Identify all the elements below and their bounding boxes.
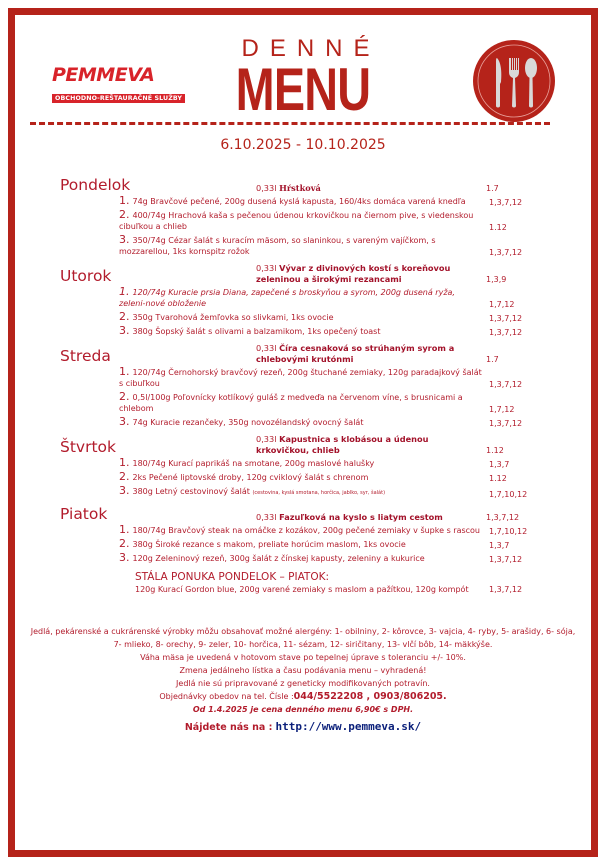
item-number: 3. bbox=[119, 415, 130, 428]
soup-volume: 0,33l bbox=[256, 263, 277, 273]
item-allergens: 1,3,7,12 bbox=[489, 314, 523, 323]
item-allergens: 1,3,7,12 bbox=[489, 380, 523, 389]
day-block-pondelok bbox=[60, 176, 540, 258]
item-number: 1. bbox=[119, 365, 130, 378]
footer bbox=[30, 625, 576, 735]
weight-note: Váha mäsa je uvedená v hotovom stave po tepelnej úprave s toleranciu +/- 10%. bbox=[140, 653, 466, 662]
soup-volume: 0,33l bbox=[256, 343, 277, 353]
menu-item bbox=[119, 470, 483, 484]
item-number: 1. bbox=[119, 194, 130, 207]
item-number: 2. bbox=[119, 310, 130, 323]
item-allergens: 1,3,7 bbox=[489, 541, 510, 550]
allergens-soup-stvrtok: 1.12 bbox=[486, 446, 504, 455]
menu-item bbox=[119, 324, 483, 338]
day-block-streda bbox=[60, 343, 540, 429]
item-text: 180/74g Kurací paprikáš na smotane, 200g maslové halušky bbox=[132, 459, 375, 468]
item-number: 2. bbox=[119, 537, 130, 550]
menu-item bbox=[119, 365, 483, 390]
title-denne: DENNÉ bbox=[241, 35, 381, 62]
item-text: 180/74g Bravčový steak na omáčke z kozákov, 200g pečené zemiaky v šupke s rascou bbox=[132, 526, 481, 535]
item-allergens: 1,7,12 bbox=[489, 405, 515, 414]
gmo-note: Jedlá nie sú pripravované z geneticky modifikovaných potravín. bbox=[176, 679, 430, 688]
order-note bbox=[30, 690, 576, 703]
standing-offer-heading: STÁLA PONUKA PONDELOK – PIATOK: bbox=[135, 571, 330, 583]
menu-item bbox=[119, 310, 483, 324]
item-allergens: 1,7,12 bbox=[489, 300, 515, 309]
find-prefix: Nájdete nás na : bbox=[184, 722, 273, 733]
soup-stvrtok bbox=[256, 434, 480, 456]
soup-name: Číra cesnaková so strúhaným syrom a chlebovými krutónmi bbox=[256, 343, 455, 364]
item-allergens: 1,3,7 bbox=[489, 460, 510, 469]
item-number: 2. bbox=[119, 390, 130, 403]
item-text: 400/74g Hrachová kaša s pečenou údenou krkovičkou na čiernom pive, s viedenskou cibuľkou a chlieb bbox=[119, 211, 474, 231]
menu-item bbox=[119, 415, 483, 429]
item-number: 1. bbox=[119, 456, 130, 469]
day-pondelok: Pondelok bbox=[60, 176, 131, 194]
day-stvrtok: Štvrtok bbox=[60, 438, 116, 456]
item-number: 2. bbox=[119, 470, 130, 483]
soup-name: Fazuľková na kyslo s liatym cestom bbox=[279, 512, 443, 522]
day-streda: Streda bbox=[60, 347, 111, 365]
logo-subtitle: OBCHODNO-REŠTAURAČNÉ SLUŽBY bbox=[52, 94, 185, 103]
weekly-menu bbox=[60, 176, 540, 570]
menu-item bbox=[119, 194, 483, 208]
menu-item bbox=[119, 551, 483, 565]
standing-offer-text: 120g Kurací Gordon blue, 200g varené zemiaky s maslom a pažítkou, 120g kompót bbox=[135, 585, 469, 594]
menu-item bbox=[119, 523, 483, 537]
item-allergens: 1,3,7,12 bbox=[489, 555, 523, 564]
item-allergens: 1.12 bbox=[489, 474, 507, 483]
item-number: 1. bbox=[119, 523, 130, 536]
item-text: 2ks Pečené liptovské droby, 120g cviklový šalát s chrenom bbox=[132, 473, 369, 482]
menu-item bbox=[119, 456, 483, 470]
day-utorok: Utorok bbox=[60, 267, 112, 285]
item-allergens: 1,3,7,12 bbox=[489, 419, 523, 428]
allergens-soup-pondelok: 1.7 bbox=[486, 184, 499, 193]
title-menu: MENU bbox=[235, 56, 371, 123]
order-prefix: Objednávky obedov na tel. Čísle : bbox=[159, 692, 294, 701]
day-block-piatok bbox=[60, 505, 540, 565]
soup-streda bbox=[256, 343, 480, 365]
item-text: 120/74g Černohorský bravčový rezeň, 200g štuchané zemiaky, 120g paradajkový šalát s cibuľkou bbox=[119, 368, 482, 388]
allergens-soup-streda: 1.7 bbox=[486, 355, 499, 364]
item-text: 0,5l/100g Poľovnícky kotlíkový guláš z medveďa na červenom víne, s brusnicami a chlebom bbox=[119, 393, 463, 413]
item-text: 350/74g Cézar šalát s kuracím mäsom, so slaninkou, s vareným vajíčkom, s mozzarellou, 1ks kornspitz rožok bbox=[119, 236, 436, 256]
item-number: 3. bbox=[119, 484, 130, 497]
day-block-stvrtok bbox=[60, 434, 540, 500]
soup-volume: 0,33l bbox=[256, 434, 277, 444]
item-number: 3. bbox=[119, 324, 130, 337]
soup-utorok bbox=[256, 263, 480, 285]
menu-item bbox=[119, 285, 483, 310]
soup-volume: 0,33l bbox=[256, 512, 277, 522]
item-text: 380g Letný cestovinový šalát bbox=[132, 487, 250, 496]
item-number: 3. bbox=[119, 233, 130, 246]
item-allergens: 1,3,7,12 bbox=[489, 248, 523, 257]
item-note: (cestovina, kyslá smotana, horčica, jablko, syr, šalát) bbox=[252, 490, 386, 496]
order-phones: 044/5522208 , 0903/806205. bbox=[293, 691, 447, 702]
day-block-utorok bbox=[60, 263, 540, 338]
item-number: 3. bbox=[119, 551, 130, 564]
item-text: 74g Kuracie rezančeky, 350g novozélandský ovocný šalát bbox=[132, 418, 364, 427]
item-text: 120/74g Kuracie prsia Diana, zapečené s broskyňou a syrom, 200g dusená ryža, zeleni-nové obloženie bbox=[119, 288, 455, 308]
allergens-note: Jedlá, pekárenské a cukrárenské výrobky môžu obsahovať možné alergény: 1- obilniny, 2- kôrovce, 3- vajcia, 4- ryby, 5- arašidy, 6- sója, 7- mlieko, 8- orechy, 9- zeler, 10- horčica, 11- sézam, 12- siričitany, 13- vlčí bôb, 14- mäkkýše. bbox=[30, 627, 576, 649]
item-text: 120g Zeleninový rezeň, 300g šalát z čínskej kapusty, zeleniny a kukurice bbox=[132, 554, 425, 563]
item-text: 74g Bravčové pečené, 200g dusená kyslá kapusta, 160/4ks domáca varená knedľa bbox=[132, 197, 466, 206]
menu-item bbox=[119, 208, 483, 233]
website-link[interactable]: http://www.pemmeva.sk/ bbox=[275, 720, 422, 733]
soup-pondelok bbox=[256, 183, 480, 194]
allergens-soup-piatok: 1,3,7,12 bbox=[486, 513, 520, 522]
soup-name: Kapustnica s klobásou a údenou krkovičkou, chlieb bbox=[256, 434, 429, 455]
menu-item bbox=[119, 484, 483, 500]
item-allergens: 1.12 bbox=[489, 223, 507, 232]
soup-name: Vývar z divinových kostí s koreňovou zeleninou a širokými rezancami bbox=[256, 263, 451, 284]
item-text: 380g Šopský šalát s olivami a balzamikom, 1ks opečený toast bbox=[132, 327, 381, 336]
find-us bbox=[30, 720, 576, 735]
price-note: Od 1.4.2025 je cena denného menu 6,90€ s DPH. bbox=[192, 705, 414, 714]
item-allergens: 1,3,7,12 bbox=[489, 328, 523, 337]
allergens-soup-utorok: 1,3,9 bbox=[486, 275, 507, 284]
item-number: 2. bbox=[119, 208, 130, 221]
standing-offer-allergens: 1,3,7,12 bbox=[489, 585, 523, 594]
soup-volume: 0,33l bbox=[256, 183, 277, 193]
item-number: 1. bbox=[119, 285, 130, 298]
change-note: Zmena jedálneho lístka a času podávania menu – vyhradená! bbox=[179, 666, 427, 675]
menu-item bbox=[119, 537, 483, 551]
soup-name: Hŕstková bbox=[279, 183, 321, 193]
logo-main-text: PEMMEVA bbox=[52, 64, 155, 86]
item-allergens: 1,3,7,12 bbox=[489, 198, 523, 207]
standing-offer bbox=[135, 570, 555, 595]
day-piatok: Piatok bbox=[60, 505, 108, 523]
menu-item bbox=[119, 233, 483, 258]
header-divider bbox=[30, 122, 550, 125]
item-allergens: 1,7,10,12 bbox=[489, 527, 528, 536]
item-allergens: 1,7,10,12 bbox=[489, 490, 528, 499]
item-text: 350g Tvarohová žemľovka so slivkami, 1ks ovocie bbox=[132, 313, 334, 322]
item-text: 380g Široké rezance s makom, preliate horúcim maslom, 1ks ovocie bbox=[132, 540, 406, 549]
date-range: 6.10.2025 - 10.10.2025 bbox=[220, 137, 386, 153]
menu-item bbox=[119, 390, 483, 415]
soup-piatok bbox=[256, 512, 480, 523]
cutlery-plate-icon bbox=[473, 40, 555, 122]
